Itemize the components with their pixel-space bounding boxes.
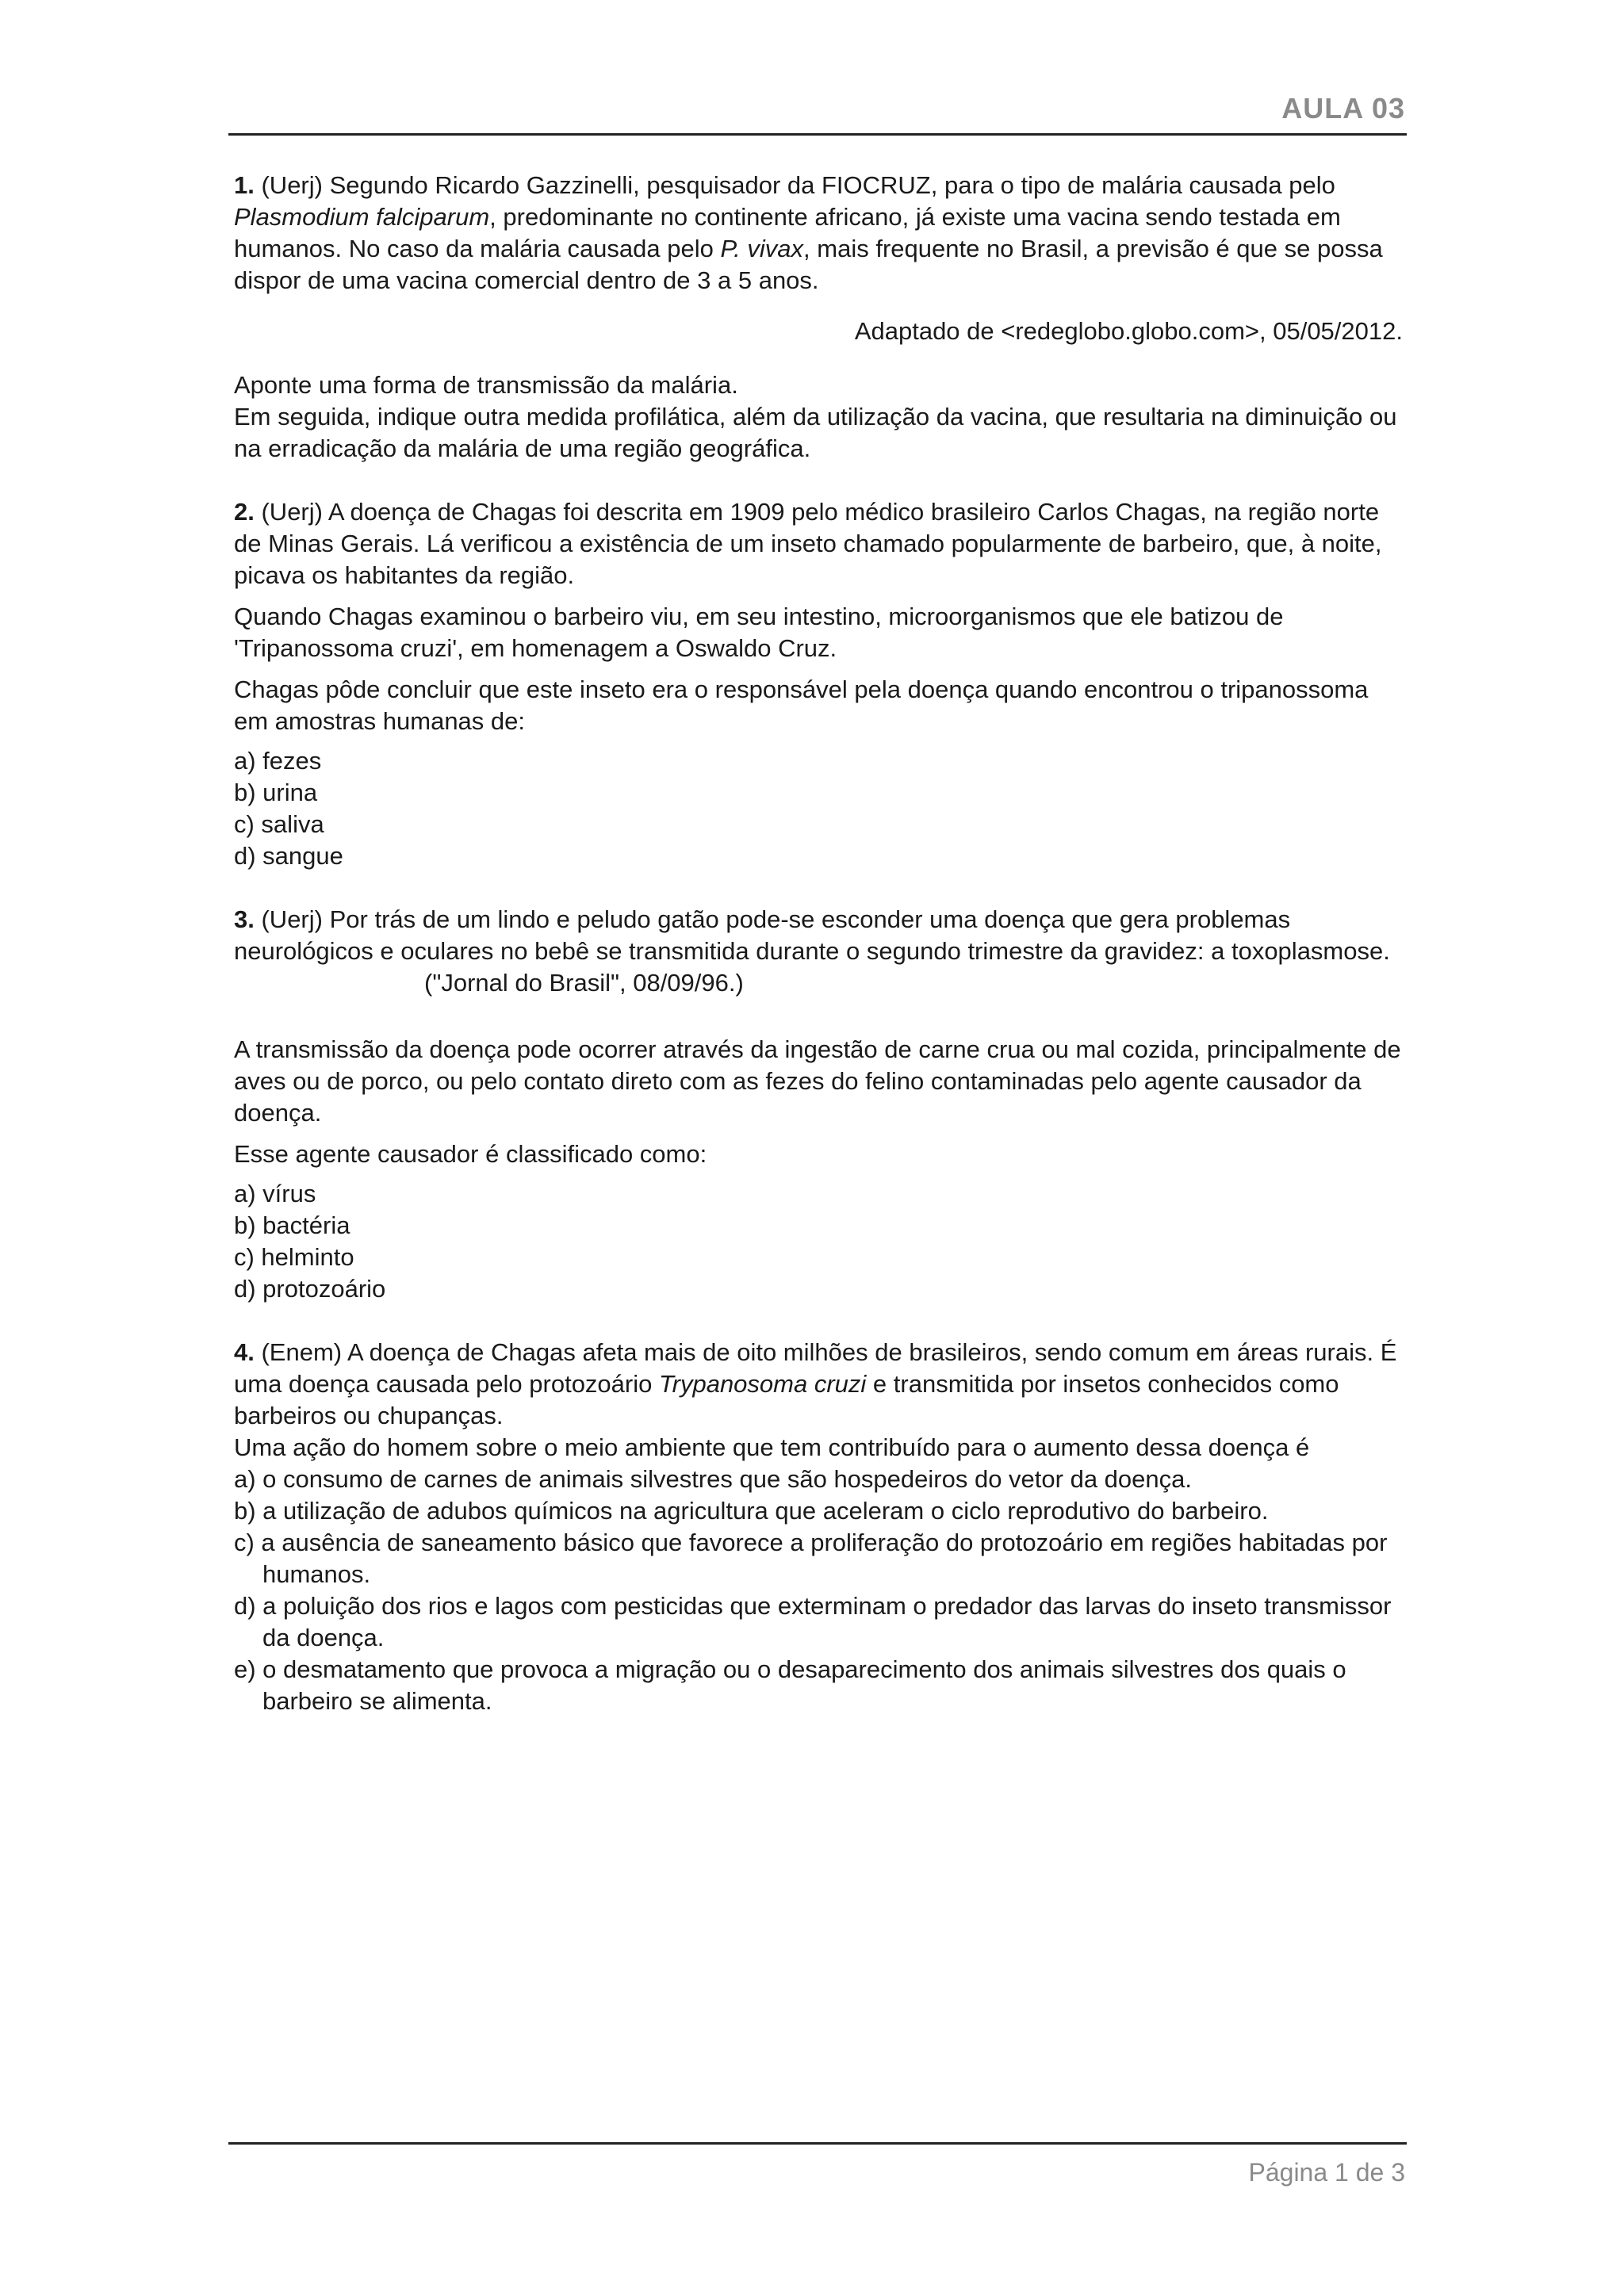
- citation: ("Jornal do Brasil", 08/09/96.): [424, 969, 744, 997]
- document-body: [234, 170, 1403, 1749]
- question-text: Chagas pôde concluir que este inseto era o responsável pela doença quando encontrou o tripanossoma em amostras humanas de:: [234, 675, 1369, 735]
- question-text: A transmissão da doença pode ocorrer através da ingestão de carne crua ou mal cozida, principalmente de aves ou de porco, ou pelo contato direto com as fezes do felino contaminadas pelo agente causador da doença.: [234, 1035, 1401, 1127]
- answer-option: b) a utilização de adubos químicos na agricultura que aceleram o ciclo reprodutivo do barbeiro.: [234, 1497, 1269, 1525]
- species-name: Plasmodium falciparum: [234, 203, 490, 231]
- answer-option: d) protozoário: [234, 1275, 386, 1303]
- question-text: A doença de Chagas afeta mais de oito milhões de brasileiros, sendo comum em áreas rurais. É uma doença causada pelo protozoário: [234, 1338, 1397, 1398]
- answer-option: b) bactéria: [234, 1211, 350, 1239]
- question-number: 1.: [234, 171, 255, 199]
- question-text: Quando Chagas examinou o barbeiro viu, em seu intestino, microorganismos que ele batizou de 'Tripanossoma cruzi', em homenagem a Oswaldo Cruz.: [234, 603, 1284, 662]
- header-divider: [228, 133, 1407, 136]
- question-2: [234, 496, 1403, 872]
- page-header-title: AULA 03: [1281, 92, 1405, 124]
- answer-option: c) saliva: [234, 810, 324, 838]
- species-name: P. vivax: [720, 235, 804, 262]
- footer-divider: [228, 2142, 1407, 2145]
- answer-option: c) helminto: [234, 1243, 354, 1271]
- answer-option: d) sangue: [234, 842, 343, 870]
- question-source: (Uerj): [261, 905, 323, 933]
- question-number: 2.: [234, 498, 255, 526]
- question-text: , mais frequente no Brasil, a previsão é que se possa dispor de uma vacina comercial dentro de 3 a 5 anos.: [234, 235, 1383, 294]
- question-number: 3.: [234, 905, 255, 933]
- question-2-statement: [234, 496, 1403, 591]
- answer-option: b) urina: [234, 779, 318, 806]
- answer-option: a) o consumo de carnes de animais silvestres que são hospedeiros do vetor da doença.: [234, 1465, 1192, 1493]
- question-number: 4.: [234, 1338, 255, 1366]
- question-3-statement: [234, 904, 1403, 967]
- question-prompt: Aponte uma forma de transmissão da malária.: [234, 371, 738, 399]
- question-1: [234, 170, 1403, 465]
- page-number: Página 1 de 3: [1248, 2158, 1405, 2187]
- question-source: (Uerj): [261, 498, 323, 526]
- question-4: [234, 1337, 1403, 1717]
- question-text: Segundo Ricardo Gazzinelli, pesquisador da FIOCRUZ, para o tipo de malária causada pelo: [329, 171, 1335, 199]
- answer-options: [234, 745, 1403, 872]
- question-text: e transmitida por insetos conhecidos como barbeiros ou chupanças.: [234, 1370, 1339, 1429]
- question-text: Por trás de um lindo e peludo gatão pode-se esconder uma doença que gera problemas neurológicos e oculares no bebê se transmitida durante o segundo trimestre da gravidez: a toxoplasmose.: [234, 905, 1390, 965]
- question-4-statement: [234, 1337, 1403, 1432]
- answer-option: a) fezes: [234, 747, 322, 775]
- question-text: A doença de Chagas foi descrita em 1909 pelo médico brasileiro Carlos Chagas, na região norte de Minas Gerais. Lá verificou a existência de um inseto chamado popularmente de barbeiro, que, à noite, picava os habitantes da região.: [234, 498, 1382, 589]
- answer-option: c) a ausência de saneamento básico que favorece a proliferação do protozoário em regiões habitadas por humanos.: [234, 1529, 1388, 1588]
- question-prompt: Uma ação do homem sobre o meio ambiente que tem contribuído para o aumento dessa doença é: [234, 1433, 1310, 1461]
- species-name: Trypanosoma cruzi: [659, 1370, 867, 1398]
- question-source: (Enem): [261, 1338, 343, 1366]
- question-1-statement: [234, 170, 1403, 297]
- question-prompt: Em seguida, indique outra medida profilática, além da utilização da vacina, que resultaria na diminuição ou na erradicação da malária de uma região geográfica.: [234, 403, 1397, 462]
- question-3: [234, 904, 1403, 1305]
- answer-options: [234, 1464, 1403, 1717]
- answer-options: [234, 1178, 1403, 1305]
- answer-option: d) a poluição dos rios e lagos com pesticidas que exterminam o predador das larvas do inseto transmissor da doença.: [234, 1592, 1392, 1651]
- question-source: (Uerj): [261, 171, 323, 199]
- citation: Adaptado de <redeglobo.globo.com>, 05/05/2012.: [854, 317, 1403, 345]
- question-text: , predominante no continente africano, já existe uma vacina sendo testada em humanos. No caso da malária causada pelo: [234, 203, 1341, 262]
- answer-option: a) vírus: [234, 1180, 316, 1207]
- question-prompt: Esse agente causador é classificado como:: [234, 1140, 707, 1168]
- answer-option: e) o desmatamento que provoca a migração ou o desaparecimento dos animais silvestres dos quais o barbeiro se alimenta.: [234, 1655, 1346, 1715]
